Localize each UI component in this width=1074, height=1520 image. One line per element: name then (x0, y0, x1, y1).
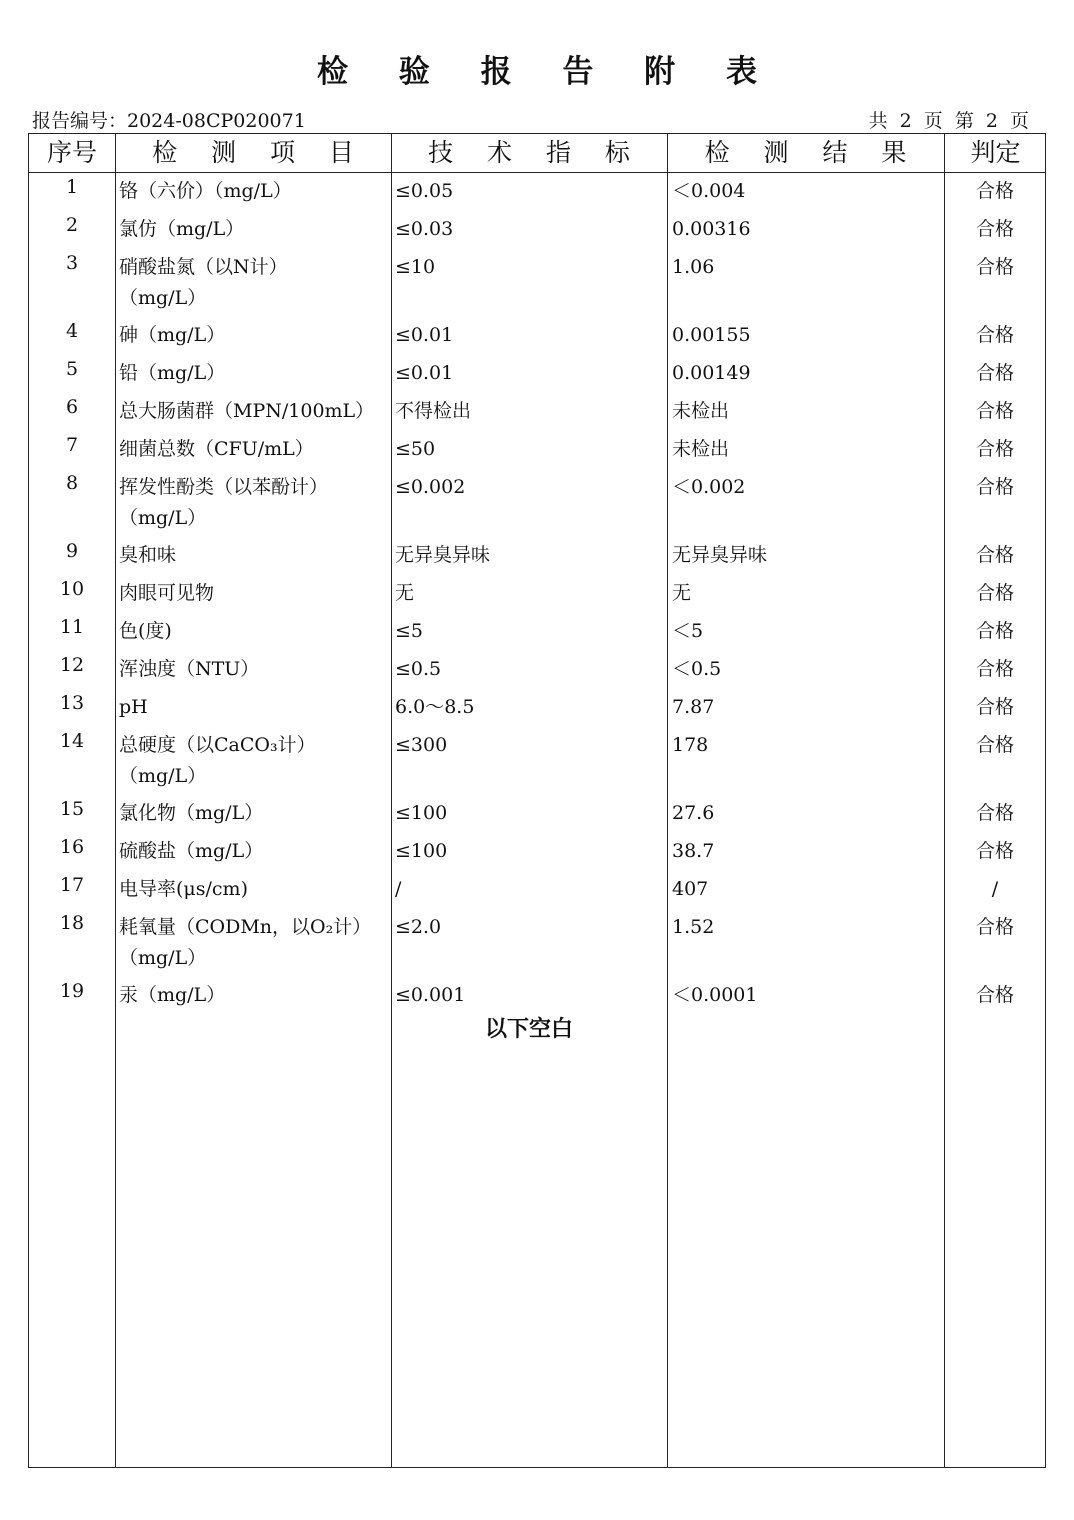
result-value: 0.00155 (672, 324, 751, 346)
verdict-value: 合格 (975, 984, 1014, 1006)
test-item: 铬（六价）（mg/L） (119, 180, 292, 202)
spec-value: ≤0.01 (395, 324, 454, 346)
table-row (29, 730, 1045, 798)
spec-value: ≤0.05 (395, 180, 454, 202)
result-value: 0.00149 (672, 362, 751, 384)
spec-value: ≤10 (395, 256, 436, 278)
table-row (29, 692, 1045, 730)
verdict-value: 合格 (975, 400, 1014, 422)
table-row (29, 396, 1045, 434)
verdict-value: 合格 (975, 218, 1014, 240)
verdict-value: 合格 (975, 362, 1014, 384)
test-item: 氯仿（mg/L） (119, 218, 245, 240)
table-row (29, 874, 1045, 912)
row-number: 15 (59, 798, 85, 820)
test-item: 铅（mg/L） (119, 362, 226, 384)
header-divider (29, 172, 1045, 173)
row-number: 4 (65, 320, 79, 342)
row-number: 7 (65, 434, 79, 456)
row-number: 19 (59, 980, 85, 1002)
spec-value: / (395, 878, 402, 900)
spec-value: 6.0～8.5 (395, 696, 475, 718)
spec-value: 无异臭异味 (395, 544, 491, 566)
row-number: 10 (59, 578, 85, 600)
report-title: 检 验 报 告 附 表 (317, 54, 777, 90)
test-item-unit: （mg/L） (119, 765, 207, 787)
result-value: 178 (672, 734, 709, 756)
row-number: 12 (59, 654, 85, 676)
row-number: 18 (59, 912, 85, 934)
test-item: pH (119, 696, 148, 718)
header-verdict: 判定 (970, 138, 1021, 167)
verdict-value: 合格 (975, 916, 1014, 938)
result-value: ＜0.002 (672, 476, 746, 498)
header-result: 检 测 结 果 (704, 138, 920, 167)
table-row (29, 472, 1045, 540)
verdict-value: 合格 (975, 544, 1014, 566)
test-item: 电导率(μs/cm) (119, 878, 248, 900)
row-number: 2 (65, 214, 79, 236)
verdict-value: 合格 (975, 658, 1014, 680)
spec-value: ≤0.01 (395, 362, 454, 384)
spec-value: ≤2.0 (395, 916, 442, 938)
spec-value: ≤0.03 (395, 218, 454, 240)
row-number: 16 (59, 836, 85, 858)
verdict-value: 合格 (975, 802, 1014, 824)
spec-value: ≤0.5 (395, 658, 442, 680)
table-row (29, 798, 1045, 836)
test-item: 浑浊度（NTU） (119, 658, 260, 680)
table-row (29, 252, 1045, 320)
result-value: 未检出 (672, 400, 730, 422)
result-value: 38.7 (672, 840, 715, 862)
result-value: 1.52 (672, 916, 715, 938)
result-value: 未检出 (672, 438, 730, 460)
spec-value: 不得检出 (395, 400, 472, 422)
result-value: ＜0.5 (672, 658, 722, 680)
test-item: 总硬度（以CaCO₃计） (119, 734, 316, 756)
table-row (29, 578, 1045, 616)
result-value: 7.87 (672, 696, 715, 718)
spec-value: ≤0.002 (395, 476, 466, 498)
row-number: 5 (65, 358, 79, 380)
test-item: 色(度) (119, 620, 172, 642)
spec-value: ≤0.001 (395, 984, 466, 1006)
test-item: 汞（mg/L） (119, 984, 226, 1006)
result-value: 0.00316 (672, 218, 751, 240)
verdict-value: 合格 (975, 582, 1014, 604)
verdict-value: 合格 (975, 840, 1014, 862)
test-item: 氯化物（mg/L） (119, 802, 264, 824)
verdict-value: 合格 (975, 734, 1014, 756)
report-number: 报告编号：2024-08CP020071 (32, 110, 306, 132)
spec-value: ≤50 (395, 438, 436, 460)
result-value: 无异臭异味 (672, 544, 768, 566)
spec-value: ≤100 (395, 802, 448, 824)
test-item: 硫酸盐（mg/L） (119, 840, 264, 862)
row-number: 1 (65, 176, 79, 198)
table-row (29, 214, 1045, 252)
verdict-value: 合格 (975, 438, 1014, 460)
row-number: 3 (65, 252, 79, 274)
row-number: 17 (59, 874, 85, 896)
spec-value: ≤100 (395, 840, 448, 862)
result-value: 27.6 (672, 802, 715, 824)
verdict-value: 合格 (975, 324, 1014, 346)
table-row (29, 540, 1045, 578)
row-number: 6 (65, 396, 79, 418)
test-item: 耗氧量（CODMn，以O₂计） (119, 916, 372, 938)
table-row (29, 654, 1045, 692)
result-value: 1.06 (672, 256, 715, 278)
verdict-value: 合格 (975, 620, 1014, 642)
header-item: 检 测 项 目 (152, 138, 367, 167)
test-item: 总大肠菌群（MPN/100mL） (119, 400, 375, 422)
test-item-unit: （mg/L） (119, 287, 207, 309)
table-body (29, 176, 1045, 1018)
row-number: 11 (59, 616, 85, 638)
results-table (28, 133, 1046, 1468)
spec-value: 无 (395, 582, 415, 604)
test-item-unit: （mg/L） (119, 507, 207, 529)
table-row (29, 320, 1045, 358)
spec-value: ≤300 (395, 734, 448, 756)
verdict-value: 合格 (975, 476, 1014, 498)
test-item: 细菌总数（CFU/mL） (119, 438, 314, 460)
spec-value: ≤5 (395, 620, 424, 642)
row-number: 14 (59, 730, 85, 752)
header-no: 序号 (46, 138, 97, 167)
table-row (29, 358, 1045, 396)
blank-below-note: 以下空白 (484, 1017, 573, 1042)
verdict-value: 合格 (975, 256, 1014, 278)
table-row (29, 616, 1045, 654)
row-number: 13 (59, 692, 85, 714)
table-row (29, 176, 1045, 214)
row-number: 8 (65, 472, 79, 494)
header-spec: 技 术 指 标 (428, 138, 643, 167)
page-info: 共 2 页 第 2 页 (868, 110, 1032, 132)
test-item: 硝酸盐氮（以N计） (119, 256, 288, 278)
test-item: 肉眼可见物 (119, 582, 215, 604)
test-item: 砷（mg/L） (119, 324, 226, 346)
test-item: 臭和味 (119, 544, 177, 566)
test-item-unit: （mg/L） (119, 947, 207, 969)
verdict-value: 合格 (975, 180, 1014, 202)
result-value: ＜0.004 (672, 180, 746, 202)
table-row (29, 836, 1045, 874)
table-row (29, 912, 1045, 980)
result-value: 407 (672, 878, 709, 900)
verdict-value: / (991, 878, 999, 900)
result-value: ＜5 (672, 620, 704, 642)
result-value: 无 (672, 582, 692, 604)
result-value: ＜0.0001 (672, 984, 758, 1006)
table-row (29, 434, 1045, 472)
row-number: 9 (65, 540, 79, 562)
test-item: 挥发性酚类（以苯酚计） (119, 476, 329, 498)
verdict-value: 合格 (975, 696, 1014, 718)
